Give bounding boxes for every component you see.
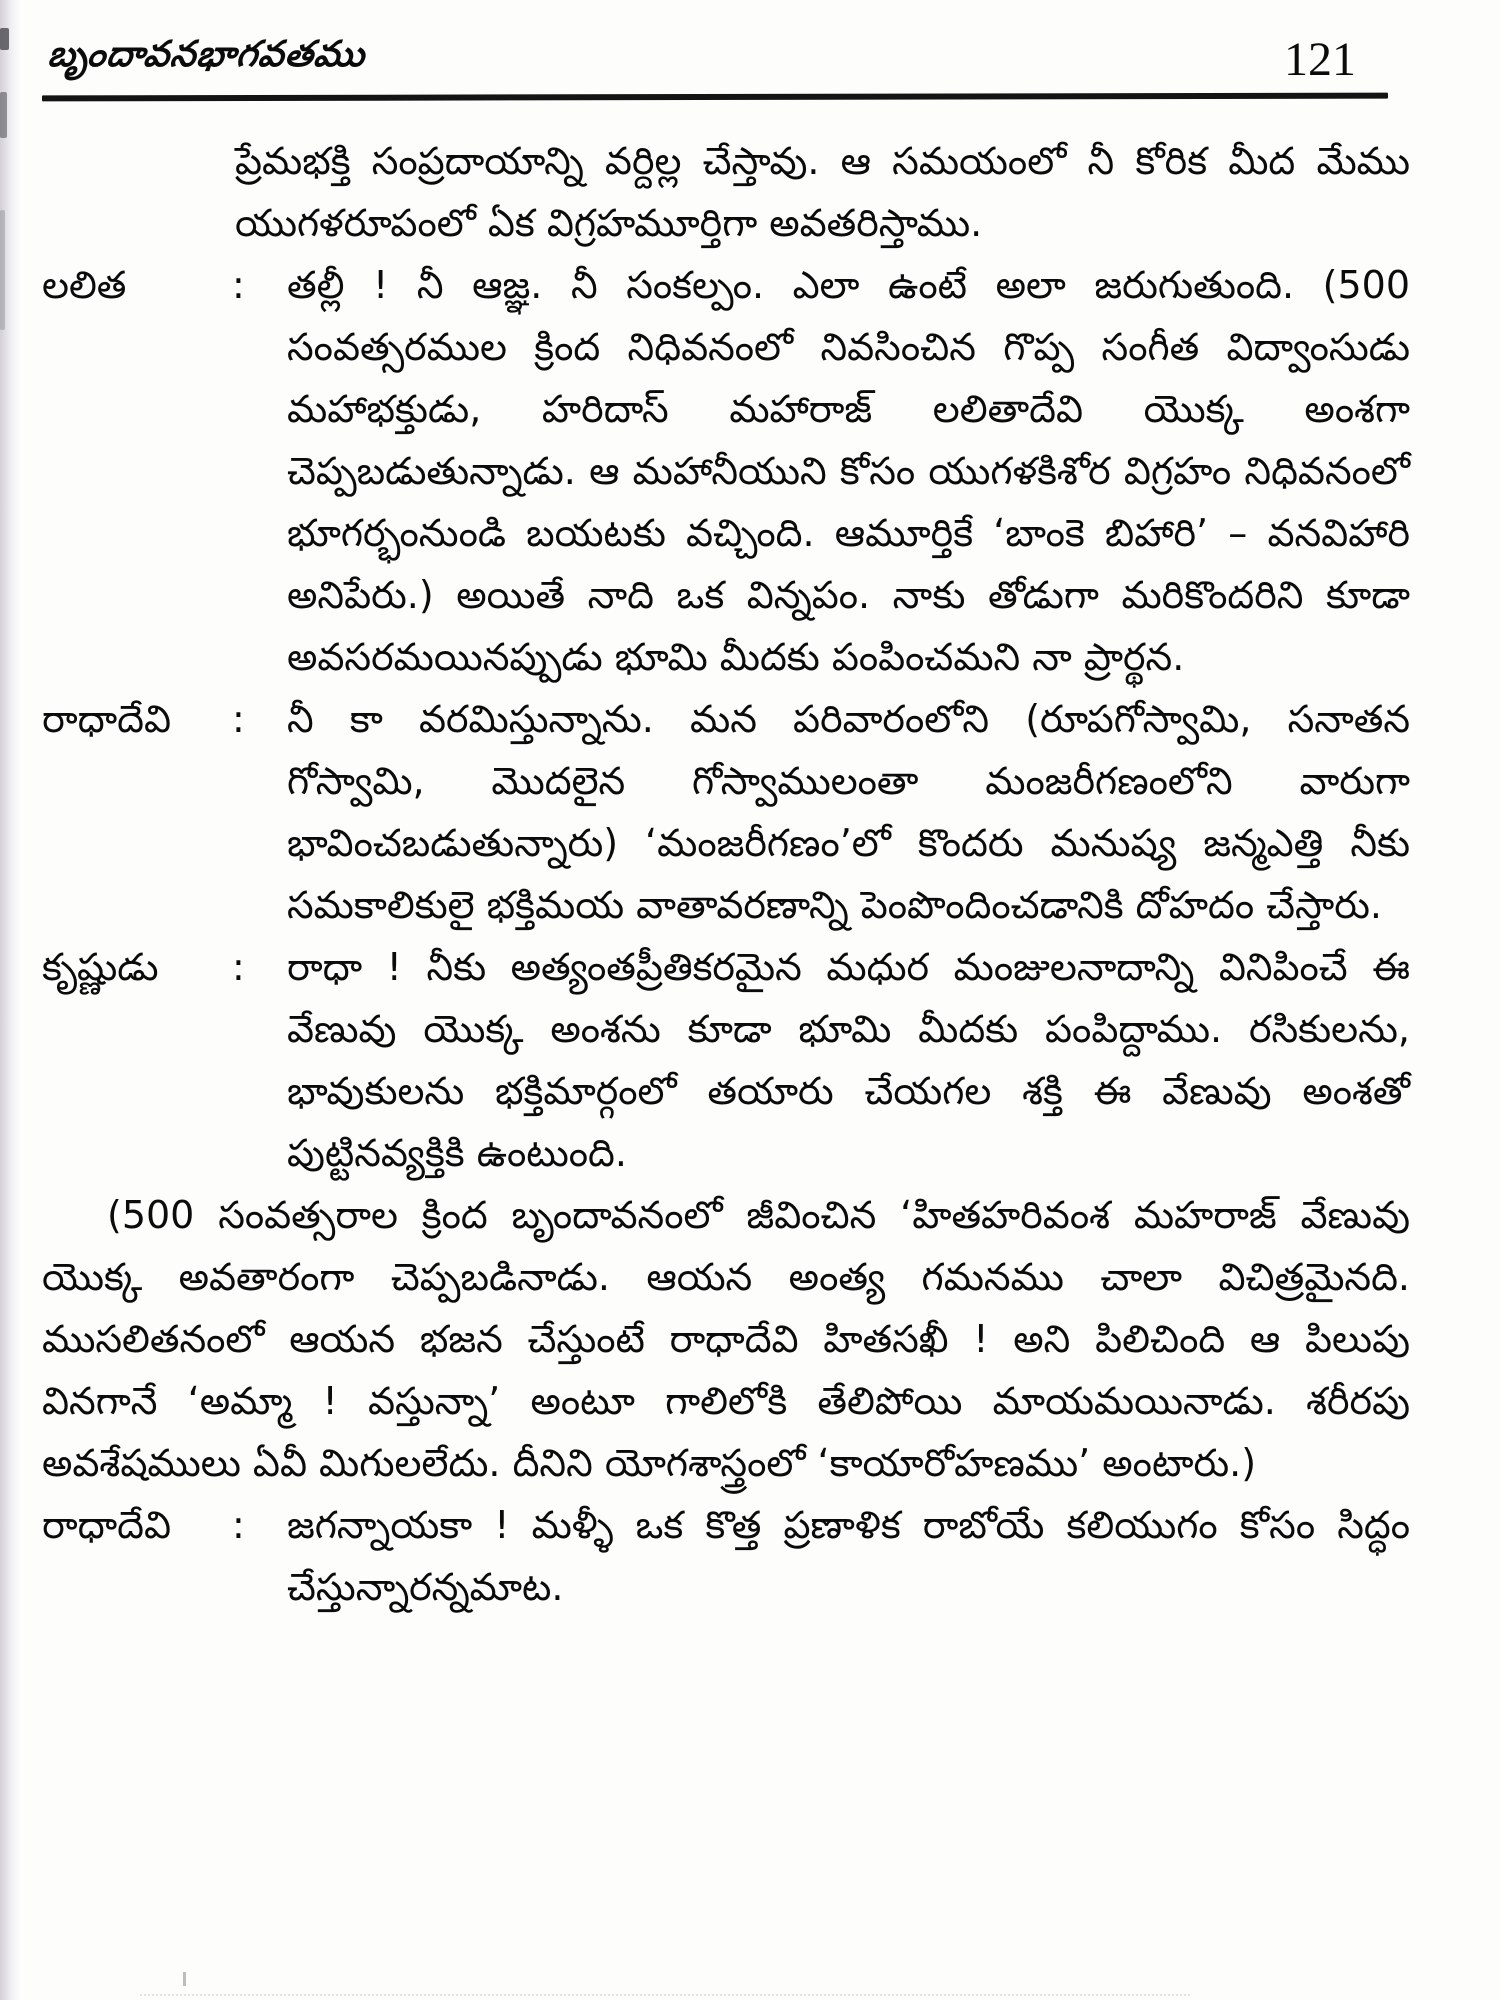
scan-smudge	[0, 28, 9, 50]
speaker-name: కృష్ణుడు	[42, 945, 159, 989]
header-rule	[42, 93, 1388, 102]
book-title: బృందావనభాగవతము	[45, 34, 368, 75]
scan-mark	[183, 1972, 186, 1986]
dialogue-text: జగన్నాయకా ! మళ్ళీ ఒక కొత్త ప్రణాళిక రాబోయే కలియుగం కోసం సిద్ధం చేస్తున్నారన్నమాట.	[287, 1503, 1410, 1609]
speaker-colon: :	[232, 263, 245, 307]
speaker-colon: :	[232, 945, 245, 989]
narrator-paragraph: (500 సంవత్సరాల క్రింద బృందావనంలో జీవించిన ‘హితహరివంశ మహరాజ్ వేణువు యొక్క అవతారంగా చెప్పబడినాడు. ఆయన అంత్య గమనము చాలా విచిత్రమైనది. ముసలితనంలో ఆయన భజన చేస్తుంటే రాధాదేవి హితసఖీ ! అని పిలిచింది ఆ పిలుపు వినగానే ‘అమ్మా ! వస్తున్నా’ అంటూ గాలిలోకి తేలిపోయి మాయమయినాడు. శరీరపు అవశేషములు ఏవీ మిగులలేదు. దీనిని యోగశాస్త్రంలో ‘కాయారోహణము’ అంటారు.)	[42, 1193, 1410, 1485]
dialogue-text: తల్లీ ! నీ ఆజ్ఞ. నీ సంకల్పం. ఎలా ఉంటే అలా జరుగుతుంది. (500 సంవత్సరముల క్రింద నిధివనంలో నివసించిన గొప్ప సంగీత విద్వాంసుడు మహాభక్తుడు, హరిదాస్ మహారాజ్ లలితాదేవి యొక్క అంశగా చెప్పబడుతున్నాడు. ఆ మహానీయుని కోసం యుగళకిశోర విగ్రహం నిధివనంలో భూగర్భంనుండి బయటకు వచ్చింది. ఆమూర్తికే ‘బాంకె బిహారి’ – వనవిహారి అనిపేరు.) అయితే నాది ఒక విన్నపం. నాకు తోడుగా మరికొందరిని కూడా అవసరమయినప్పుడు భూమి మీదకు పంపించమని నా ప్రార్థన.	[287, 263, 1410, 679]
page-number: 121	[1284, 33, 1356, 86]
dialogue-block-radhadevi	[42, 688, 1410, 936]
dialogue-text: నీ కా వరమిస్తున్నాను. మన పరివారంలోని (రూపగోస్వామి, సనాతన గోస్వామి, మొదలైన గోస్వాములంతా మంజరీగణంలోని వారుగా భావించబడుతున్నారు) ‘మంజరీగణం’లో కొందరు మనుష్య జన్మఎత్తి నీకు సమకాలికులై భక్తిమయ వాతావరణాన్ని పెంపొందించడానికి దోహదం చేస్తారు.	[287, 697, 1410, 927]
speaker-name: లలిత	[42, 263, 127, 307]
scan-smudge	[0, 210, 5, 330]
scan-dotted-line	[140, 1994, 1190, 1996]
dialogue-block-krishnudu	[42, 936, 1410, 1184]
page-body	[42, 130, 1410, 1618]
opening-paragraph: ప్రేమభక్తి సంప్రదాయాన్ని వర్దిల్ల చేస్తావు. ఆ సమయంలో నీ కోరిక మీద మేము యుగళరూపంలో ఏక విగ్రహమూర్తిగా అవతరిస్తాము.	[235, 139, 1410, 245]
speaker-colon: :	[232, 1503, 245, 1547]
dialogue-text: రాధా ! నీకు అత్యంతప్రీతికరమైన మధుర మంజులనాదాన్ని వినిపించే ఈ వేణువు యొక్క అంశను కూడా భూమి మీదకు పంపిద్దాము. రసికులను, భావుకులను భక్తిమార్గంలో తయారు చేయగల శక్తి ఈ వేణువు అంశతో పుట్టినవ్యక్తికి ఉంటుంది.	[287, 945, 1410, 1175]
dialogue-block-radhadevi-closing	[42, 1494, 1410, 1618]
page-header	[45, 34, 1388, 84]
speaker-colon: :	[232, 697, 245, 741]
speaker-name: రాధాదేవి	[42, 697, 171, 741]
speaker-name: రాధాదేవి	[42, 1503, 171, 1547]
dialogue-block-lalita	[42, 254, 1410, 688]
scan-smudge	[0, 92, 7, 138]
